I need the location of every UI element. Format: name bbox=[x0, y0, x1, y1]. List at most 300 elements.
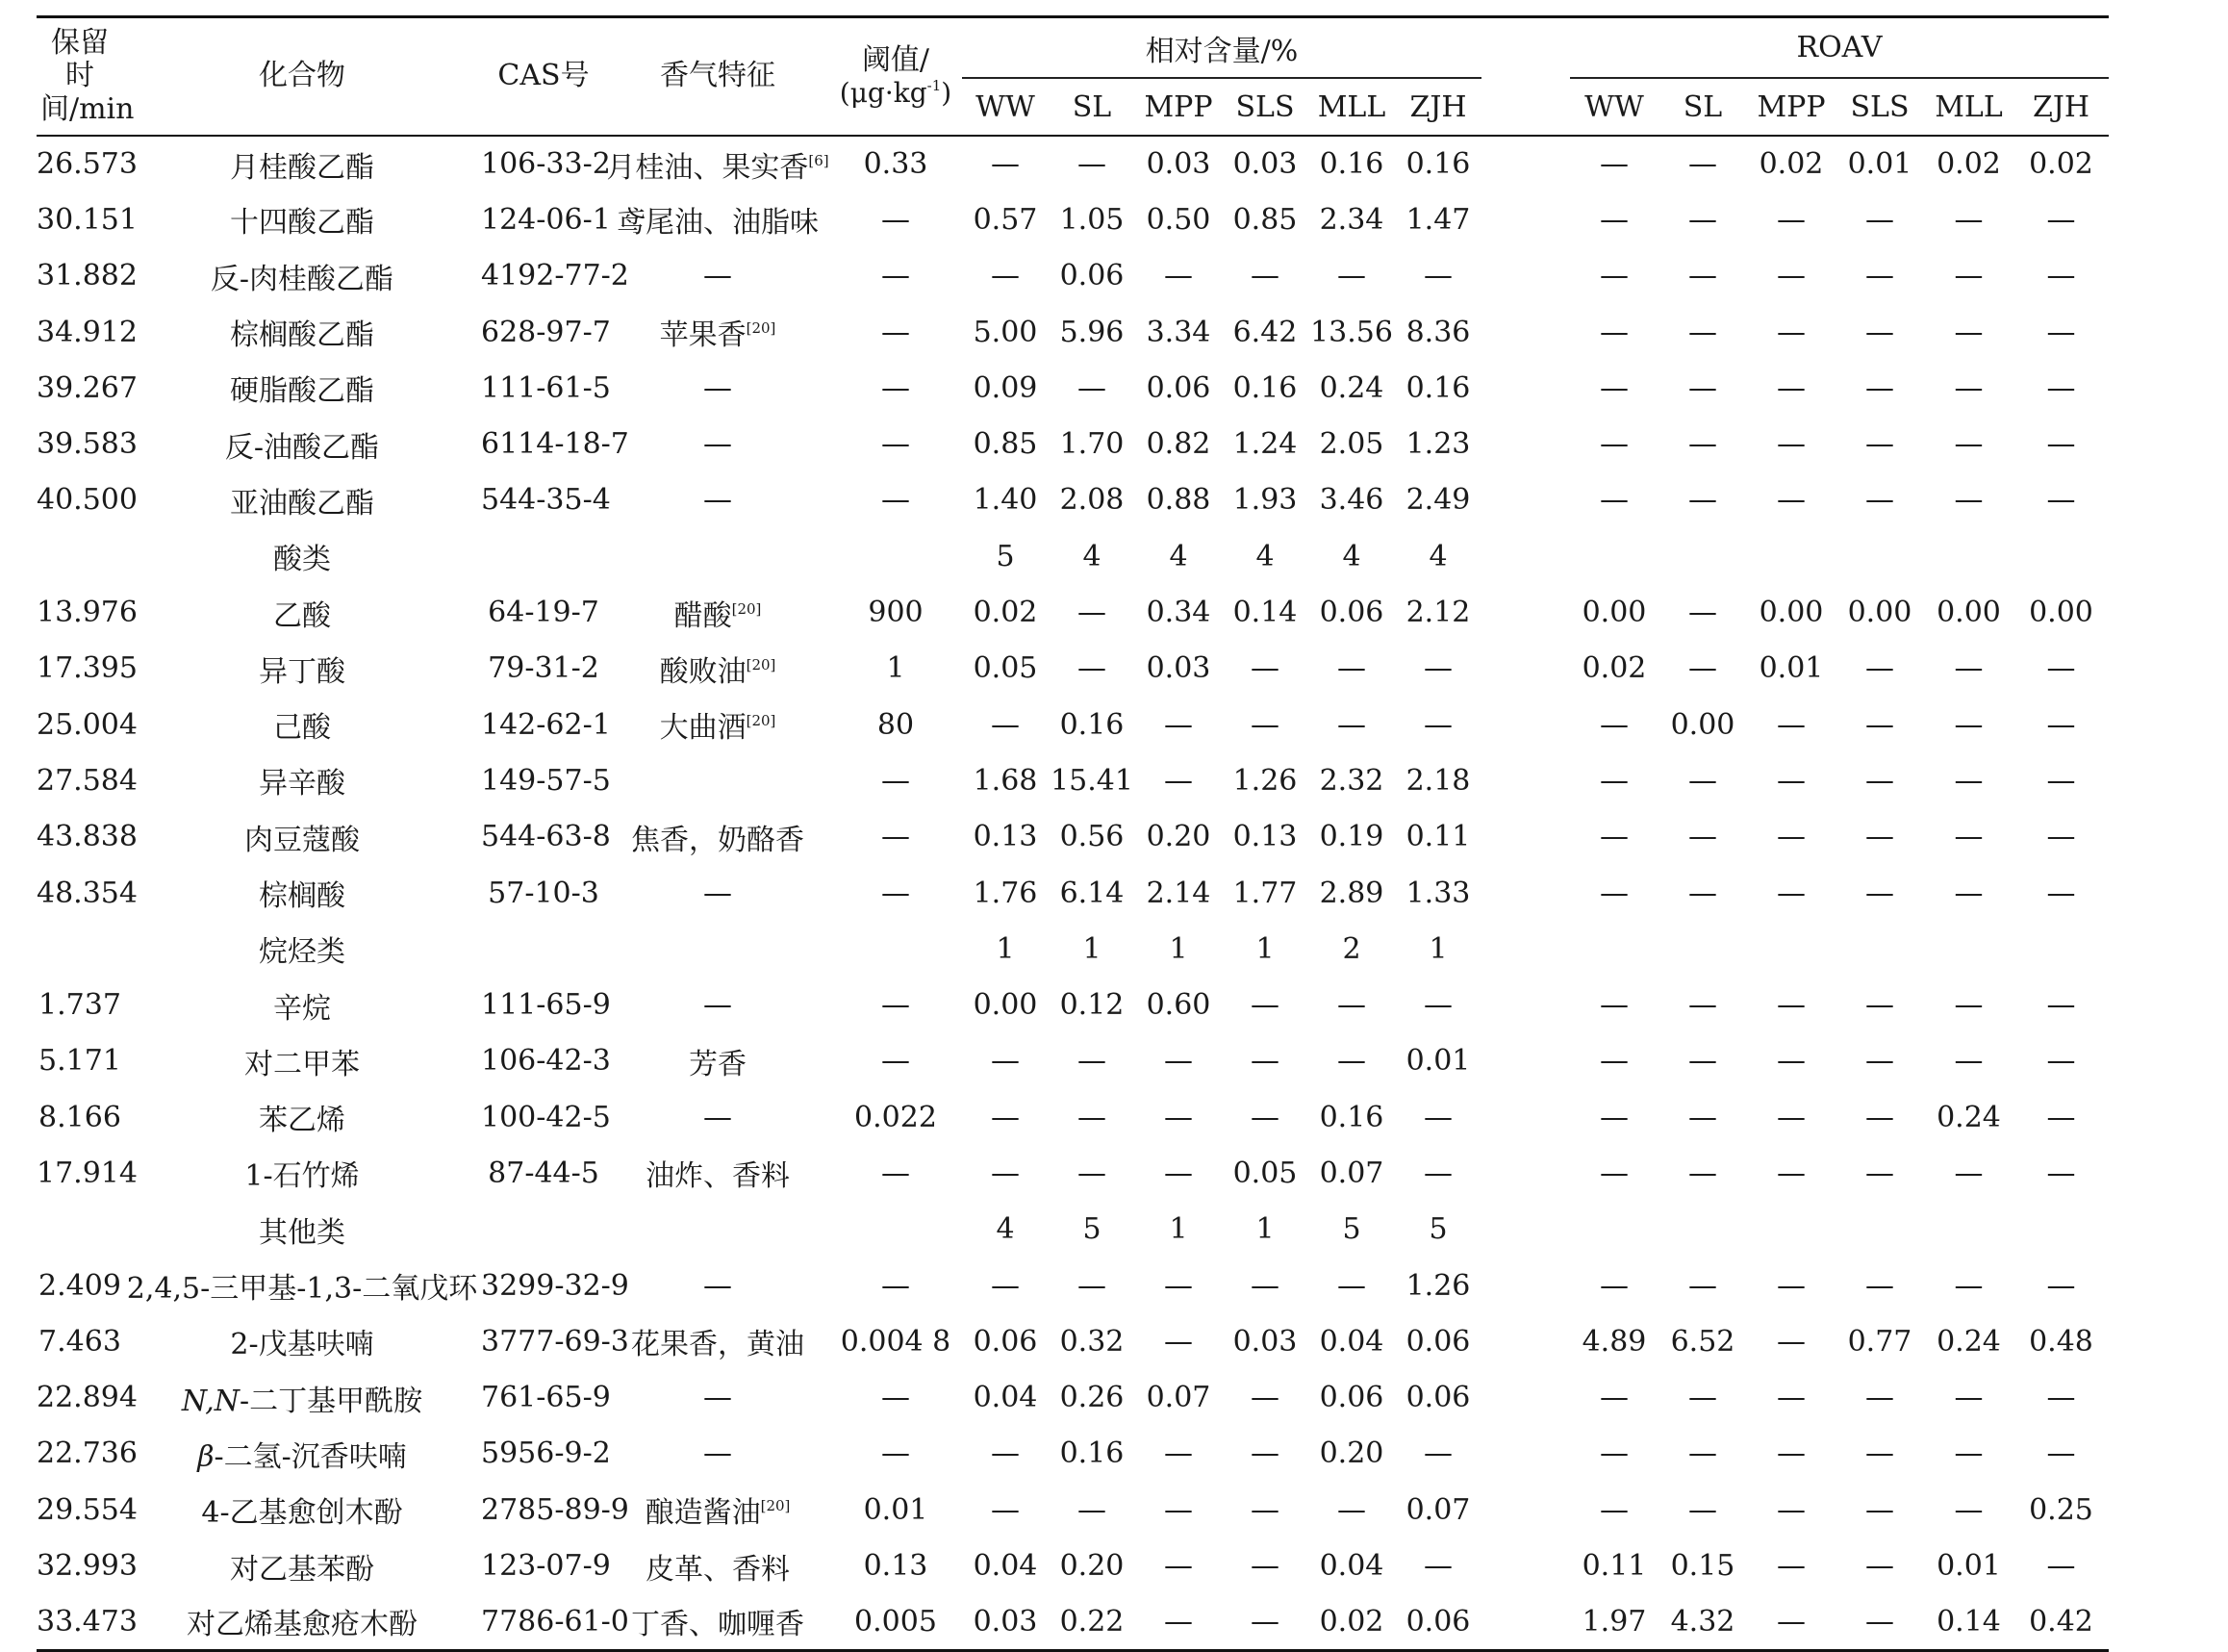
category-count: 4 bbox=[1342, 539, 1361, 573]
roav-cell: — bbox=[2046, 1156, 2076, 1190]
threshold-cell: — bbox=[881, 1436, 910, 1471]
roav-cell: 0.00 bbox=[1847, 596, 1912, 630]
roav-cell: — bbox=[1954, 1381, 1984, 1415]
cas-cell: 2785-89-9 bbox=[481, 1492, 629, 1527]
cas-cell: 79-31-2 bbox=[488, 651, 599, 686]
roav-cell: — bbox=[2046, 259, 2076, 293]
reference-marker: [20] bbox=[746, 712, 776, 730]
relative-content-cell: — bbox=[991, 147, 1020, 182]
relative-content-cell: 0.06 bbox=[1059, 259, 1125, 293]
cas-cell: 544-63-8 bbox=[481, 820, 611, 854]
relative-content-cell: 0.12 bbox=[1059, 988, 1125, 1023]
roav-cell: — bbox=[1600, 427, 1629, 462]
retention-cell: 17.914 bbox=[37, 1156, 138, 1190]
threshold-cell: — bbox=[881, 1044, 910, 1079]
threshold-label: 阈值/ $(\mu g\cdot kg^{-1})$ bbox=[839, 43, 952, 109]
relative-content-cell: 0.02 bbox=[1319, 1604, 1384, 1639]
table-row bbox=[37, 1033, 2109, 1089]
roav-cell: — bbox=[1777, 1549, 1806, 1584]
relative-content-cell: 0.06 bbox=[1405, 1381, 1471, 1415]
relative-content-cell: 0.20 bbox=[1059, 1549, 1125, 1584]
table-row bbox=[37, 865, 2109, 921]
header-retention: 保留时间/min bbox=[37, 17, 123, 137]
cas-cell: 106-42-3 bbox=[481, 1044, 611, 1079]
roav-cell: — bbox=[1777, 1436, 1806, 1471]
relative-content-cell: 0.13 bbox=[973, 820, 1038, 854]
roav-cell: — bbox=[2046, 427, 2076, 462]
relative-content-cell: — bbox=[1077, 596, 1106, 630]
relative-content-cell: 0.50 bbox=[1146, 202, 1211, 237]
header-gap bbox=[1481, 17, 1570, 79]
header-rel-ww: WW bbox=[962, 78, 1049, 136]
category-name: 酸类 bbox=[273, 543, 331, 577]
gap-cell bbox=[1481, 416, 1570, 471]
category-name: 其他类 bbox=[259, 1215, 345, 1250]
roav-cell: — bbox=[1600, 147, 1629, 182]
relative-content-cell: — bbox=[1251, 1436, 1279, 1471]
category-count: 1 bbox=[1429, 931, 1448, 966]
relative-content-cell: 8.36 bbox=[1405, 315, 1471, 349]
relative-content-cell: — bbox=[1424, 1156, 1453, 1190]
roav-cell bbox=[1924, 528, 2013, 584]
retention-cell: 48.354 bbox=[37, 876, 138, 910]
relative-content-cell: — bbox=[1164, 1268, 1193, 1303]
compound-name: 2,4,5-三甲基-1,3-二氧戊环 bbox=[126, 1272, 478, 1307]
header-rel-mll: MLL bbox=[1308, 78, 1395, 136]
cas-cell: 149-57-5 bbox=[481, 763, 611, 798]
compound-name: 己酸 bbox=[273, 711, 331, 746]
retention-cell: 30.151 bbox=[37, 202, 138, 237]
relative-content-cell: — bbox=[991, 1100, 1020, 1134]
roav-cell: — bbox=[1954, 259, 1984, 293]
relative-content-cell: — bbox=[1077, 1044, 1106, 1079]
roav-cell: — bbox=[1600, 370, 1629, 405]
compound-name: 辛烷 bbox=[273, 991, 331, 1026]
table-row bbox=[37, 809, 2109, 865]
roav-cell: — bbox=[1688, 483, 1717, 518]
relative-content-cell: 0.06 bbox=[1405, 1324, 1471, 1359]
threshold-cell: 0.005 bbox=[854, 1604, 937, 1639]
roav-cell: 0.00 bbox=[1759, 596, 1824, 630]
cas-cell: 123-07-9 bbox=[481, 1549, 611, 1584]
table-row bbox=[37, 191, 2109, 247]
roav-cell: 0.24 bbox=[1937, 1100, 2001, 1134]
roav-cell bbox=[1747, 528, 1836, 584]
header-rel-zjh: ZJH bbox=[1395, 78, 1481, 136]
roav-cell: 0.25 bbox=[2029, 1492, 2093, 1527]
roav-cell: — bbox=[1954, 876, 1984, 910]
aroma-cell: — bbox=[703, 427, 732, 462]
roav-cell: — bbox=[2046, 1549, 2076, 1584]
cas-cell: 100-42-5 bbox=[481, 1100, 611, 1134]
roav-cell: — bbox=[1688, 427, 1717, 462]
compound-name: 异丁酸 bbox=[259, 654, 345, 689]
roav-cell: — bbox=[1954, 1436, 1984, 1471]
aroma-cell: 酿造酱油[20] bbox=[645, 1496, 791, 1531]
table-row bbox=[37, 360, 2109, 416]
table-row bbox=[37, 1258, 2109, 1313]
retention-cell: 31.882 bbox=[37, 259, 138, 293]
roav-cell: 1.97 bbox=[1582, 1604, 1647, 1639]
roav-cell: — bbox=[1777, 202, 1806, 237]
roav-cell: 0.77 bbox=[1847, 1324, 1912, 1359]
relative-content-cell: — bbox=[991, 1268, 1020, 1303]
relative-content-cell: 0.04 bbox=[973, 1549, 1038, 1584]
gap-cell bbox=[1481, 360, 1570, 416]
relative-content-cell: 0.01 bbox=[1405, 1044, 1471, 1079]
gap-cell bbox=[1481, 641, 1570, 697]
cas-cell bbox=[481, 921, 606, 977]
table-row bbox=[37, 641, 2109, 697]
aroma-cell: 大曲酒[20] bbox=[659, 711, 776, 746]
roav-cell bbox=[1836, 528, 1924, 584]
relative-content-cell: — bbox=[1164, 259, 1193, 293]
gap-cell bbox=[1481, 1089, 1570, 1145]
aroma-cell: — bbox=[703, 259, 732, 293]
aroma-cell: — bbox=[703, 1436, 732, 1471]
roav-cell: — bbox=[1600, 1381, 1629, 1415]
relative-content-cell: — bbox=[1164, 1044, 1193, 1079]
compound-name: 对二甲苯 bbox=[244, 1047, 360, 1081]
relative-content-cell: 1.26 bbox=[1232, 763, 1298, 798]
relative-content-cell: — bbox=[1337, 1044, 1366, 1079]
relative-content-cell: — bbox=[1164, 1436, 1193, 1471]
roav-cell: — bbox=[1865, 988, 1894, 1023]
roav-cell bbox=[1658, 1202, 1747, 1258]
reference-marker: [20] bbox=[746, 319, 776, 338]
aroma-cell: 芳香 bbox=[689, 1047, 747, 1081]
roav-cell: 0.00 bbox=[2029, 596, 2093, 630]
roav-cell: — bbox=[1954, 202, 1984, 237]
aroma-cell bbox=[606, 921, 829, 977]
threshold-cell: — bbox=[881, 315, 910, 349]
roav-cell: 0.24 bbox=[1937, 1324, 2001, 1359]
relative-content-cell: 2.18 bbox=[1405, 763, 1471, 798]
relative-content-cell: 0.03 bbox=[1232, 1324, 1298, 1359]
relative-content-cell: — bbox=[1251, 1381, 1279, 1415]
relative-content-cell: 0.85 bbox=[1232, 202, 1298, 237]
roav-cell: — bbox=[1777, 427, 1806, 462]
retention-cell: 29.554 bbox=[37, 1492, 138, 1527]
roav-cell: — bbox=[1865, 1381, 1894, 1415]
retention-cell: 33.473 bbox=[37, 1604, 138, 1639]
relative-content-cell: 0.16 bbox=[1405, 147, 1471, 182]
retention-cell: 2.409 bbox=[38, 1268, 121, 1303]
cas-cell: 761-65-9 bbox=[481, 1381, 611, 1415]
table-row bbox=[37, 1594, 2109, 1650]
roav-cell: — bbox=[2046, 820, 2076, 854]
relative-content-cell: — bbox=[1077, 1268, 1106, 1303]
roav-cell: 0.02 bbox=[2029, 147, 2093, 182]
header-threshold bbox=[829, 17, 962, 137]
category-count: 4 bbox=[1255, 539, 1275, 573]
relative-content-cell: — bbox=[1077, 147, 1106, 182]
relative-content-cell: — bbox=[1164, 1100, 1193, 1134]
aroma-cell: — bbox=[703, 483, 732, 518]
compound-name: 异辛酸 bbox=[259, 767, 345, 801]
aroma-cell: — bbox=[703, 1381, 732, 1415]
relative-content-cell: 1.23 bbox=[1405, 427, 1471, 462]
retention-cell: 26.573 bbox=[37, 147, 138, 182]
relative-content-cell: 0.14 bbox=[1232, 596, 1298, 630]
cas-cell: 57-10-3 bbox=[488, 876, 599, 910]
roav-cell: — bbox=[1954, 483, 1984, 518]
gap-cell bbox=[1481, 584, 1570, 640]
relative-content-cell: 2.89 bbox=[1319, 876, 1384, 910]
reference-marker: [20] bbox=[731, 599, 762, 618]
roav-cell: — bbox=[2046, 988, 2076, 1023]
aroma-cell: 月桂油、果实香[6] bbox=[606, 150, 829, 185]
compound-name: 十四酸乙酯 bbox=[230, 206, 374, 241]
relative-content-cell: — bbox=[1251, 1549, 1279, 1584]
table-row bbox=[37, 1313, 2109, 1369]
relative-content-cell: 0.60 bbox=[1146, 988, 1211, 1023]
relative-content-cell: — bbox=[1337, 259, 1366, 293]
retention-cell: 32.993 bbox=[37, 1549, 138, 1584]
relative-content-cell: 0.04 bbox=[1319, 1324, 1384, 1359]
header-aroma: 香气特征 bbox=[606, 17, 829, 137]
roav-cell: — bbox=[1688, 763, 1717, 798]
relative-content-cell: 0.09 bbox=[973, 370, 1038, 405]
cas-cell: 124-06-1 bbox=[481, 202, 611, 237]
roav-cell: — bbox=[1600, 1100, 1629, 1134]
roav-cell: 0.00 bbox=[1937, 596, 2001, 630]
relative-content-cell: 1.77 bbox=[1232, 876, 1298, 910]
relative-content-cell: 1.70 bbox=[1059, 427, 1125, 462]
roav-cell: 0.02 bbox=[1937, 147, 2001, 182]
roav-cell: — bbox=[1688, 820, 1717, 854]
cas-cell: 4192-77-2 bbox=[481, 259, 629, 293]
roav-cell: — bbox=[1688, 596, 1717, 630]
retention-cell: 40.500 bbox=[37, 483, 138, 518]
roav-cell: — bbox=[1777, 988, 1806, 1023]
roav-cell bbox=[2013, 528, 2109, 584]
table-row bbox=[37, 584, 2109, 640]
relative-content-cell: — bbox=[1424, 988, 1453, 1023]
aroma-cell: 丁香、咖喱香 bbox=[631, 1608, 804, 1642]
cas-cell bbox=[481, 528, 606, 584]
header-roav: ROAV bbox=[1570, 17, 2109, 79]
roav-cell: — bbox=[1777, 1268, 1806, 1303]
category-count: 4 bbox=[1082, 539, 1101, 573]
category-count: 1 bbox=[1255, 931, 1275, 966]
gap-cell bbox=[1481, 977, 1570, 1032]
roav-cell: — bbox=[1777, 763, 1806, 798]
category-count: 1 bbox=[1255, 1212, 1275, 1247]
compound-name: 亚油酸乙酯 bbox=[230, 486, 374, 521]
aroma-cell: 焦香，奶酪香 bbox=[631, 823, 804, 857]
roav-cell: — bbox=[1688, 1268, 1717, 1303]
threshold-cell: — bbox=[881, 763, 910, 798]
header-roav-sls: SLS bbox=[1836, 78, 1924, 136]
relative-content-cell: — bbox=[1251, 1492, 1279, 1527]
gap-cell bbox=[1481, 136, 1570, 191]
relative-content-cell: — bbox=[1251, 988, 1279, 1023]
relative-content-cell: 2.49 bbox=[1405, 483, 1471, 518]
relative-content-cell: 2.34 bbox=[1319, 202, 1384, 237]
table-row bbox=[37, 977, 2109, 1032]
relative-content-cell: — bbox=[1251, 1268, 1279, 1303]
roav-cell: — bbox=[1954, 988, 1984, 1023]
roav-cell: — bbox=[1865, 1492, 1894, 1527]
roav-cell: — bbox=[1954, 1044, 1984, 1079]
relative-content-cell: 13.56 bbox=[1310, 315, 1393, 349]
roav-cell bbox=[2013, 1202, 2109, 1258]
category-name: 烷烃类 bbox=[259, 935, 345, 970]
relative-content-cell: 3.46 bbox=[1319, 483, 1384, 518]
relative-content-cell: 0.06 bbox=[973, 1324, 1038, 1359]
aroma-cell: 苹果香[20] bbox=[659, 318, 776, 353]
roav-cell: — bbox=[1865, 1044, 1894, 1079]
relative-content-cell: — bbox=[991, 259, 1020, 293]
roav-cell: — bbox=[1777, 1156, 1806, 1190]
threshold-cell: — bbox=[881, 1381, 910, 1415]
compound-name: 4-乙基愈创木酚 bbox=[201, 1496, 403, 1531]
roav-cell: 0.48 bbox=[2029, 1324, 2093, 1359]
retention-cell: 25.004 bbox=[37, 707, 138, 742]
roav-cell: — bbox=[1777, 1324, 1806, 1359]
roav-cell: — bbox=[1777, 1492, 1806, 1527]
roav-cell: — bbox=[1600, 202, 1629, 237]
threshold-cell bbox=[829, 528, 962, 584]
relative-content-cell: 0.07 bbox=[1319, 1156, 1384, 1190]
table-container bbox=[37, 15, 2109, 1652]
category-count: 5 bbox=[1342, 1212, 1361, 1247]
category-count: 4 bbox=[1429, 539, 1448, 573]
gap-cell bbox=[1481, 191, 1570, 247]
relative-content-cell: 0.02 bbox=[973, 596, 1038, 630]
roav-cell: — bbox=[1865, 1268, 1894, 1303]
relative-content-cell: — bbox=[1077, 1100, 1106, 1134]
compound-name: 硬脂酸乙酯 bbox=[230, 374, 374, 409]
relative-content-cell: 0.03 bbox=[1146, 651, 1211, 686]
gap-cell bbox=[1481, 1594, 1570, 1650]
header-roav-mll: MLL bbox=[1924, 78, 2013, 136]
threshold-cell: 0.022 bbox=[854, 1100, 937, 1134]
category-count: 5 bbox=[996, 539, 1015, 573]
roav-cell: — bbox=[1777, 259, 1806, 293]
aroma-cell bbox=[606, 528, 829, 584]
threshold-cell bbox=[829, 921, 962, 977]
retention-cell: 27.584 bbox=[37, 763, 138, 798]
roav-cell: — bbox=[1954, 820, 1984, 854]
roav-cell: 4.32 bbox=[1670, 1604, 1735, 1639]
cas-cell: 628-97-7 bbox=[481, 315, 611, 349]
threshold-cell: — bbox=[881, 820, 910, 854]
relative-content-cell: 6.42 bbox=[1232, 315, 1298, 349]
relative-content-cell: — bbox=[991, 707, 1020, 742]
header-rel-mpp: MPP bbox=[1135, 78, 1222, 136]
gap-cell bbox=[1481, 1426, 1570, 1482]
header-roav-zjh: ZJH bbox=[2013, 78, 2109, 136]
roav-cell: — bbox=[1954, 707, 1984, 742]
relative-content-cell: 0.24 bbox=[1319, 370, 1384, 405]
cas-cell: 7786-61-0 bbox=[481, 1604, 629, 1639]
gap-cell bbox=[1481, 1313, 1570, 1369]
roav-cell: — bbox=[2046, 707, 2076, 742]
category-count: 1 bbox=[1169, 931, 1188, 966]
header-cas: CAS号 bbox=[481, 17, 606, 137]
cas-cell: 3299-32-9 bbox=[481, 1268, 629, 1303]
compound-name: N,N-二丁基甲酰胺 bbox=[181, 1384, 423, 1418]
reference-marker: [6] bbox=[808, 151, 829, 169]
gap-cell bbox=[1481, 1145, 1570, 1201]
compound-name: 棕榈酸乙酯 bbox=[230, 318, 374, 353]
compound-name: β-二氢-沉香呋喃 bbox=[197, 1439, 407, 1474]
roav-cell: — bbox=[1600, 1044, 1629, 1079]
roav-cell: 0.14 bbox=[1937, 1604, 2001, 1639]
roav-cell: — bbox=[1688, 315, 1717, 349]
compound-name-italic: N,N bbox=[181, 1384, 240, 1418]
roav-cell: — bbox=[1777, 1381, 1806, 1415]
relative-content-cell: — bbox=[991, 1436, 1020, 1471]
relative-content-cell: — bbox=[1337, 651, 1366, 686]
category-count: 1 bbox=[1169, 1212, 1188, 1247]
relative-content-cell: 0.07 bbox=[1405, 1492, 1471, 1527]
category-count: 1 bbox=[996, 931, 1015, 966]
table-row bbox=[37, 416, 2109, 471]
relative-content-cell: 15.41 bbox=[1051, 763, 1133, 798]
roav-cell: — bbox=[2046, 1268, 2076, 1303]
roav-cell: — bbox=[1865, 1549, 1894, 1584]
relative-content-cell: — bbox=[1077, 370, 1106, 405]
relative-content-cell: — bbox=[1164, 1492, 1193, 1527]
relative-content-cell: 1.68 bbox=[973, 763, 1038, 798]
relative-content-cell: — bbox=[1251, 259, 1279, 293]
roav-cell: — bbox=[1600, 483, 1629, 518]
roav-cell: — bbox=[1600, 820, 1629, 854]
roav-cell: — bbox=[1688, 370, 1717, 405]
retention-cell: 8.166 bbox=[38, 1100, 121, 1134]
relative-content-cell: — bbox=[991, 1044, 1020, 1079]
reference-marker: [20] bbox=[760, 1497, 791, 1515]
roav-cell: — bbox=[1777, 370, 1806, 405]
roav-cell: 0.02 bbox=[1759, 147, 1824, 182]
roav-cell: — bbox=[1777, 1100, 1806, 1134]
compound-name: 乙酸 bbox=[273, 598, 331, 633]
gap-cell bbox=[1481, 921, 1570, 977]
relative-content-cell: 5.00 bbox=[973, 315, 1038, 349]
relative-content-cell: — bbox=[1077, 1156, 1106, 1190]
relative-content-cell: — bbox=[1164, 1549, 1193, 1584]
retention-cell bbox=[37, 921, 123, 977]
cas-cell: 111-61-5 bbox=[481, 370, 611, 405]
retention-cell: 1.737 bbox=[38, 988, 121, 1023]
relative-content-cell: 0.85 bbox=[973, 427, 1038, 462]
roav-cell: — bbox=[1688, 651, 1717, 686]
aroma-cell: — bbox=[703, 370, 732, 405]
roav-cell: — bbox=[2046, 876, 2076, 910]
roav-cell bbox=[1570, 921, 1658, 977]
gap-cell bbox=[1481, 809, 1570, 865]
cas-cell: 64-19-7 bbox=[488, 596, 599, 630]
roav-cell: 0.42 bbox=[2029, 1604, 2093, 1639]
roav-cell: — bbox=[1688, 202, 1717, 237]
roav-cell: — bbox=[1600, 988, 1629, 1023]
relative-content-cell: — bbox=[1251, 651, 1279, 686]
threshold-cell: — bbox=[881, 1268, 910, 1303]
roav-cell: 4.89 bbox=[1582, 1324, 1647, 1359]
roav-cell: 0.00 bbox=[1670, 707, 1735, 742]
roav-cell: — bbox=[1954, 427, 1984, 462]
roav-cell: — bbox=[1688, 1436, 1717, 1471]
roav-cell: — bbox=[1600, 315, 1629, 349]
gap-cell bbox=[1481, 304, 1570, 360]
aroma-cell bbox=[606, 752, 829, 808]
roav-cell: — bbox=[1865, 202, 1894, 237]
gap-cell bbox=[1481, 528, 1570, 584]
roav-cell bbox=[1924, 921, 2013, 977]
